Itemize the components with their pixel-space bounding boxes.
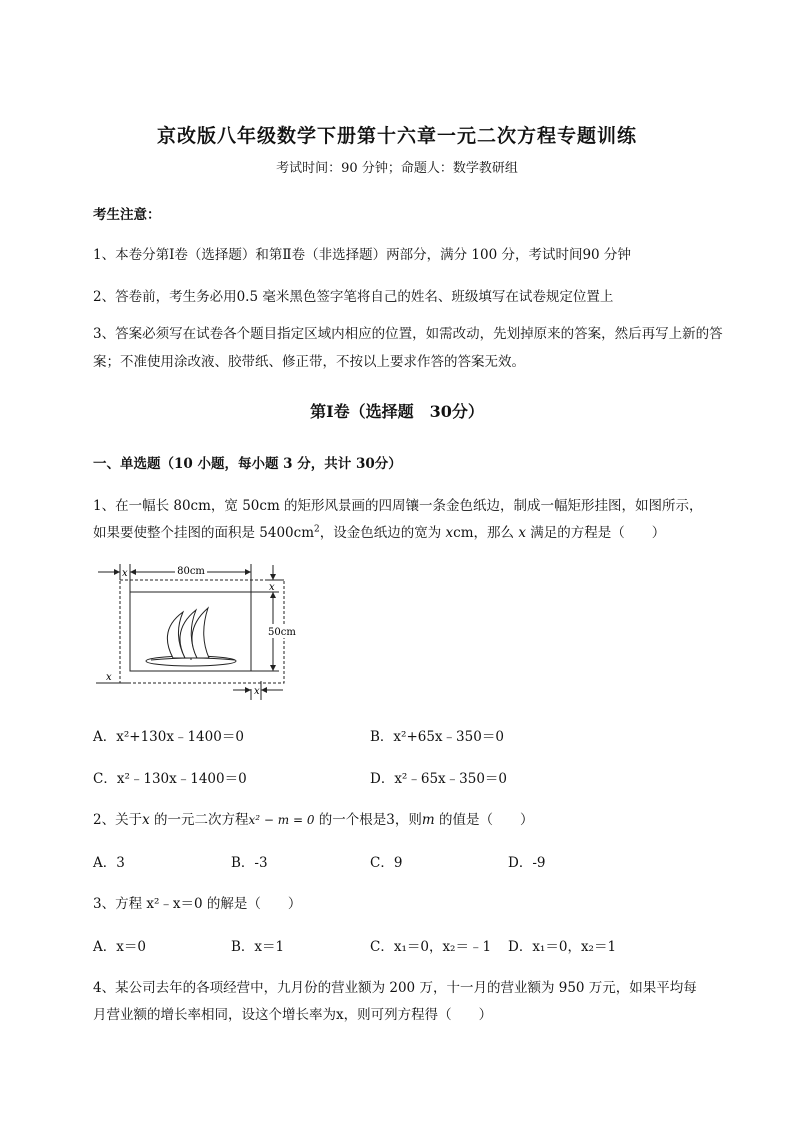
part1-title: 第Ⅰ卷（选择题 30分）: [310, 402, 484, 421]
q1-option-a: A．x²+130x﹣1400＝0: [93, 729, 244, 745]
q2-text: 2、关于x 的一元二次方程x² − m = 0 的一个根是3，则m 的值是（ ）: [93, 812, 534, 828]
q1-frame-figure: [93, 560, 308, 702]
q2-option-a: A．3: [93, 855, 125, 871]
q3-option-c: C．x₁＝0，x₂＝﹣1: [370, 939, 492, 955]
label-x-right: x: [269, 582, 275, 593]
label-x-bottom-left: x: [106, 672, 112, 683]
exam-info: 考试时间：90 分钟；命题人：数学教研组: [276, 161, 518, 176]
q1-option-b: B．x²+65x﹣350＝0: [370, 729, 504, 745]
label-x-bottom-right: x: [254, 686, 260, 697]
notice-item-2: 2、答卷前，考生务必用0.5 毫米黑色签字笔将自己的姓名、班级填写在试卷规定位置上: [93, 289, 614, 305]
q2-option-b: B．-3: [231, 855, 268, 871]
q1-option-c: C．x²﹣130x﹣1400＝0: [93, 771, 247, 787]
q2-option-c: C．9: [370, 855, 403, 871]
q3-text: 3、方程 x²﹣x＝0 的解是（ ）: [93, 896, 302, 912]
notice-heading: 考生注意：: [93, 207, 161, 223]
label-x-top: x: [122, 568, 128, 579]
q1-line2: 如果要使整个挂图的面积是 $5400cm^2$，设金色纸边的宽为 xcm，那么 x 满足的方程是（ ）: [93, 524, 666, 541]
q4-line2: 月营业额的增长率相同，设这个增长率为x，则可列方程得（ ）: [93, 1007, 493, 1023]
q3-option-d: D．x₁＝0，x₂＝1: [508, 939, 617, 955]
q1-line1: 1、在一幅长 80cm，宽 50cm 的矩形风景画的四周镶一条金色纸边，制成一幅矩形挂图，如图所示，: [93, 498, 703, 514]
q1-option-d: D．x²﹣65x﹣350＝0: [370, 771, 507, 787]
notice-item-1: 1、本卷分第Ⅰ卷（选择题）和第Ⅱ卷（非选择题）两部分，满分 100 分，考试时间90 分钟: [93, 247, 631, 263]
q4-line1: 4、某公司去年的各项经营中，九月份的营业额为 200 万，十一月的营业额为 950 万元，如果平均每: [93, 980, 697, 996]
label-80cm: 80cm: [177, 566, 205, 577]
q3-option-a: A．x＝0: [93, 939, 146, 955]
label-50cm: 50cm: [268, 627, 296, 638]
notice-item-3: 3、答案必须写在试卷各个题目指定区域内相应的位置，如需改动，先划掉原来的答案，然后再写上新的答案；不准使用涂改液、胶带纸、修正带，不按以上要求作答的答案无效。: [93, 326, 723, 370]
q3-option-b: B．x＝1: [231, 939, 285, 955]
section-heading: 一、单选题（10 小题，每小题 3 分，共计 30分）: [93, 456, 402, 472]
q2-option-d: D．-9: [508, 855, 546, 871]
page-title: 京改版八年级数学下册第十六章一元二次方程专题训练: [156, 125, 637, 147]
